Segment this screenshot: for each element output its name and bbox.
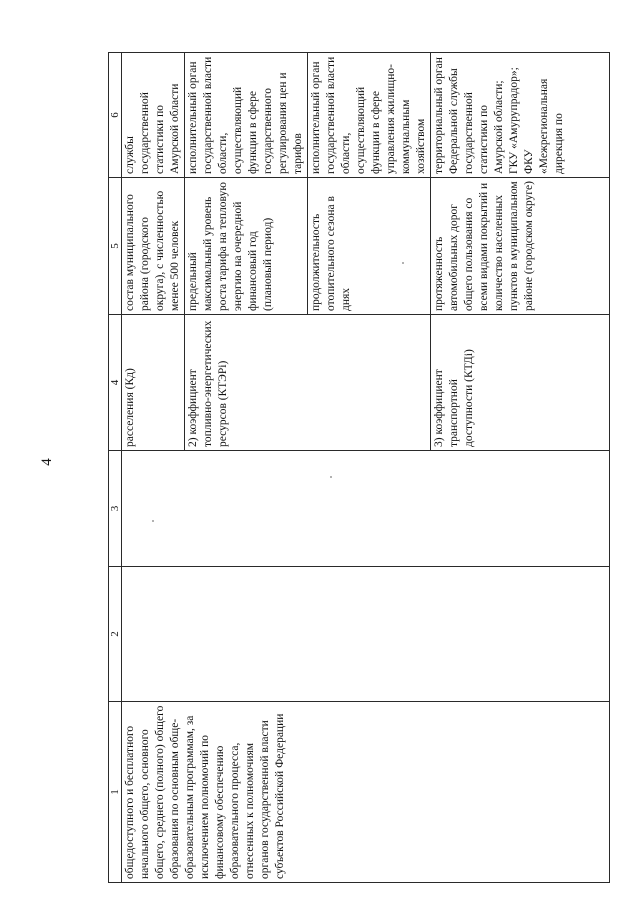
authority-description-cell: общедоступного и бесплатного начального общего, основного общего, среднего (полного) общего образования по основным обще-образовательным программам, за исключением полномочий по финансовому обеспечению образовательного процесса, отнесенных к полномочиям органов государственной власти субъектов Российской Федерации bbox=[122, 702, 610, 883]
indicator-cell: состав муниципального района (городского округа), с численностью менее 500 человек bbox=[122, 178, 185, 315]
column-header: 1 bbox=[109, 702, 122, 883]
column-header: 2 bbox=[109, 567, 122, 702]
empty-cell bbox=[122, 451, 610, 567]
column-header: 6 bbox=[109, 53, 122, 178]
source-cell: службы государственной статистики по Амурской области bbox=[122, 53, 185, 178]
scan-speck bbox=[330, 476, 332, 478]
coefficient-cell: расселения (Кд) bbox=[122, 315, 185, 451]
source-cell: территориальный орган Федеральной службы государственной статистики по Амурской области; ГКУ «Амурупрадор»; ФКУ «Межрегиональная дирекция по bbox=[431, 53, 610, 178]
coefficient-cell: 3) коэффициент транспортной доступности (КТДi) bbox=[431, 315, 610, 451]
page-number: 4 bbox=[39, 458, 55, 466]
column-header: 5 bbox=[109, 178, 122, 315]
table-row bbox=[122, 53, 185, 883]
coefficient-cell: 2) коэффициент топливно-энергетических ресурсов (КТЭРi) bbox=[185, 315, 431, 451]
source-cell: исполнительный орган государственной власти области, осуществляющий функции в сфере государственного регулирования цен и тарифов bbox=[185, 53, 308, 178]
empty-cell bbox=[122, 567, 610, 702]
data-table bbox=[108, 52, 610, 883]
column-header: 4 bbox=[109, 315, 122, 451]
indicator-cell: предельный максимальный уровень роста тарифа на тепловую энергию на очередной финансовый год (плановый период) bbox=[185, 178, 308, 315]
table-header-row bbox=[109, 53, 122, 883]
rotated-table-container bbox=[108, 53, 610, 883]
scan-speck bbox=[402, 262, 404, 264]
column-header: 3 bbox=[109, 451, 122, 567]
indicator-cell: продолжительность отопительного сезона в днях bbox=[308, 178, 431, 315]
indicator-cell: протяженность автомобильных дорог общего пользования со всеми видами покрытий и количество населенных пунктов в муниципальном районе (городском округе) bbox=[431, 178, 610, 315]
source-cell: исполнительный орган государственной власти области, осуществляющий функции в сфере управления жилищно-коммунальным хозяйством bbox=[308, 53, 431, 178]
scan-speck bbox=[152, 520, 154, 522]
